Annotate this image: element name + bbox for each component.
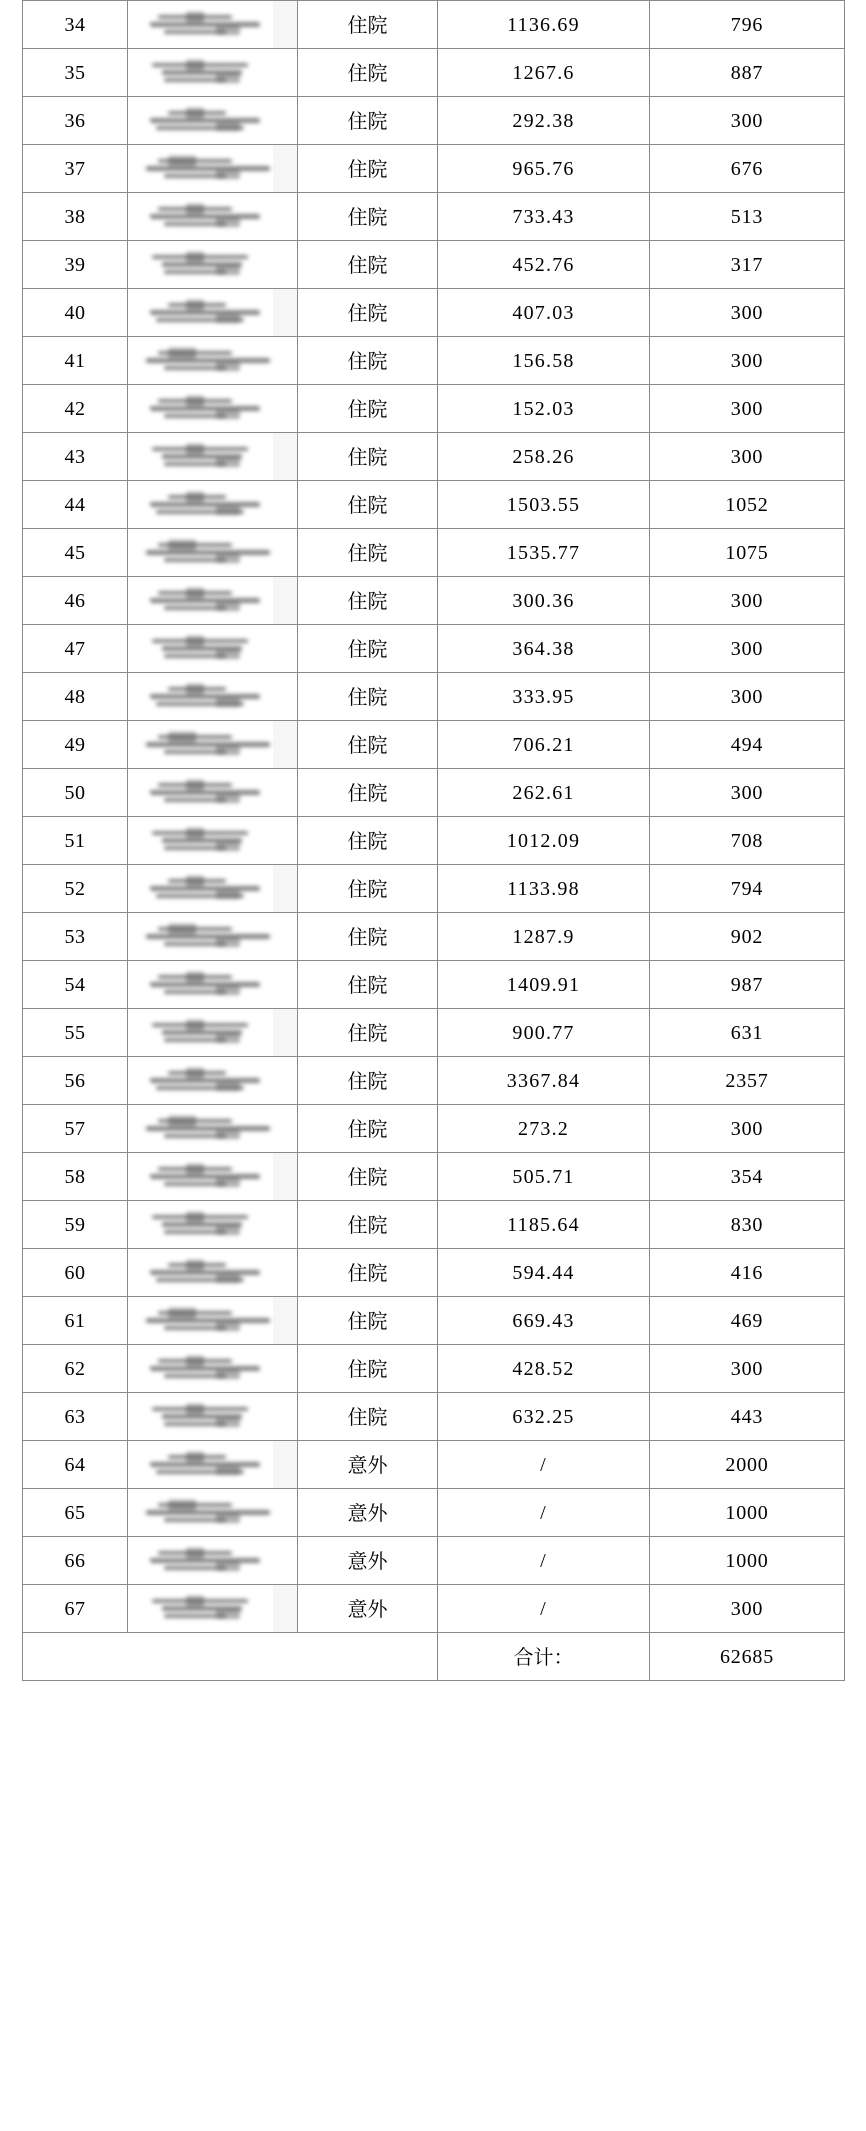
cell-points: 830 [650,1201,845,1249]
cell-name-redacted [128,433,298,481]
cell-amount: 152.03 [438,385,650,433]
cell-type: 住院 [298,529,438,577]
cell-points: 887 [650,49,845,97]
table-row [23,1105,845,1153]
cell-type: 意外 [298,1537,438,1585]
cell-name-redacted [128,1153,298,1201]
cell-amount: 706.21 [438,721,650,769]
cell-type: 住院 [298,1201,438,1249]
table-row [23,289,845,337]
table-row [23,625,845,673]
cell-index: 49 [23,721,128,769]
table-row [23,337,845,385]
scan-smudge [273,1297,298,1344]
cell-index: 40 [23,289,128,337]
cell-name-redacted [128,145,298,193]
cell-points: 443 [650,1393,845,1441]
cell-amount: / [438,1537,650,1585]
cell-type: 住院 [298,49,438,97]
cell-name-redacted [128,193,298,241]
cell-type: 意外 [298,1585,438,1633]
scan-smudge [273,1585,298,1632]
cell-name-redacted [128,1297,298,1345]
redaction-blur [128,97,297,144]
cell-type: 住院 [298,961,438,1009]
cell-amount: / [438,1489,650,1537]
cell-points: 354 [650,1153,845,1201]
redaction-blur [128,865,297,912]
scan-smudge [273,1009,298,1056]
cell-points: 2357 [650,1057,845,1105]
cell-name-redacted [128,529,298,577]
cell-name-redacted [128,97,298,145]
table-row [23,1153,845,1201]
cell-points: 300 [650,385,845,433]
redaction-blur [128,721,297,768]
cell-name-redacted [128,1393,298,1441]
table-row [23,529,845,577]
cell-index: 62 [23,1345,128,1393]
cell-points: 300 [650,433,845,481]
cell-name-redacted [128,961,298,1009]
redaction-blur [128,625,297,672]
cell-index: 44 [23,481,128,529]
cell-name-redacted [128,1537,298,1585]
table-row [23,433,845,481]
cell-type: 意外 [298,1489,438,1537]
cell-name-redacted [128,1345,298,1393]
cell-type: 住院 [298,1153,438,1201]
cell-points: 1000 [650,1537,845,1585]
redaction-blur [128,1585,297,1632]
cell-index: 45 [23,529,128,577]
cell-type: 住院 [298,1393,438,1441]
cell-type: 住院 [298,913,438,961]
claims-table [22,0,845,1681]
redaction-blur [128,1345,297,1392]
scan-smudge [273,289,298,336]
cell-amount: 1287.9 [438,913,650,961]
scan-smudge [273,1153,298,1200]
cell-amount: 505.71 [438,1153,650,1201]
cell-points: 317 [650,241,845,289]
cell-points: 300 [650,625,845,673]
redaction-blur [128,145,297,192]
cell-points: 631 [650,1009,845,1057]
cell-index: 37 [23,145,128,193]
cell-type: 住院 [298,721,438,769]
cell-amount: / [438,1585,650,1633]
table-row [23,961,845,1009]
cell-name-redacted [128,1489,298,1537]
scan-smudge [273,433,298,480]
cell-amount: 273.2 [438,1105,650,1153]
cell-type: 住院 [298,433,438,481]
cell-name-redacted [128,673,298,721]
cell-name-redacted [128,1249,298,1297]
table-total-row [23,1633,845,1681]
table-row [23,1345,845,1393]
cell-index: 36 [23,97,128,145]
redaction-blur [128,1057,297,1104]
redaction-blur [128,1201,297,1248]
cell-name-redacted [128,1,298,49]
cell-amount: 452.76 [438,241,650,289]
cell-name-redacted [128,1105,298,1153]
table-row [23,865,845,913]
cell-index: 67 [23,1585,128,1633]
cell-amount: 3367.84 [438,1057,650,1105]
cell-type: 住院 [298,769,438,817]
cell-type: 住院 [298,1249,438,1297]
cell-name-redacted [128,769,298,817]
cell-points: 300 [650,769,845,817]
table-row [23,1,845,49]
total-label: 合计： [438,1633,650,1681]
cell-index: 55 [23,1009,128,1057]
cell-amount: 333.95 [438,673,650,721]
cell-index: 56 [23,1057,128,1105]
cell-amount: 1535.77 [438,529,650,577]
cell-index: 61 [23,1297,128,1345]
cell-points: 416 [650,1249,845,1297]
cell-name-redacted [128,913,298,961]
redaction-blur [128,1297,297,1344]
redaction-blur [128,577,297,624]
cell-amount: 292.38 [438,97,650,145]
table-row [23,97,845,145]
table-row [23,1489,845,1537]
table-row [23,673,845,721]
cell-index: 38 [23,193,128,241]
table-row [23,913,845,961]
cell-type: 住院 [298,577,438,625]
cell-index: 51 [23,817,128,865]
redaction-blur [128,289,297,336]
table-row [23,241,845,289]
cell-index: 58 [23,1153,128,1201]
cell-index: 46 [23,577,128,625]
cell-name-redacted [128,1585,298,1633]
cell-type: 住院 [298,145,438,193]
cell-type: 住院 [298,193,438,241]
cell-name-redacted [128,385,298,433]
cell-name-redacted [128,1441,298,1489]
scan-smudge [273,865,298,912]
cell-amount: 258.26 [438,433,650,481]
cell-amount: 1185.64 [438,1201,650,1249]
cell-amount: 900.77 [438,1009,650,1057]
cell-amount: 669.43 [438,1297,650,1345]
table-row [23,1201,845,1249]
redaction-blur [128,913,297,960]
table-row [23,577,845,625]
cell-name-redacted [128,865,298,913]
table-row [23,1249,845,1297]
cell-type: 住院 [298,337,438,385]
scan-smudge [273,577,298,624]
cell-points: 676 [650,145,845,193]
cell-points: 300 [650,97,845,145]
cell-type: 住院 [298,385,438,433]
cell-type: 住院 [298,241,438,289]
cell-index: 57 [23,1105,128,1153]
redaction-blur [128,1,297,48]
cell-index: 53 [23,913,128,961]
cell-type: 住院 [298,673,438,721]
cell-index: 43 [23,433,128,481]
cell-amount: 1136.69 [438,1,650,49]
cell-points: 300 [650,1585,845,1633]
cell-type: 住院 [298,289,438,337]
scan-smudge [273,1,298,48]
cell-points: 902 [650,913,845,961]
table-row [23,1537,845,1585]
cell-type: 住院 [298,1,438,49]
cell-amount: 965.76 [438,145,650,193]
cell-amount: 262.61 [438,769,650,817]
table-row [23,193,845,241]
cell-name-redacted [128,1057,298,1105]
cell-index: 48 [23,673,128,721]
cell-amount: 428.52 [438,1345,650,1393]
cell-amount: 300.36 [438,577,650,625]
cell-points: 300 [650,289,845,337]
cell-amount: 156.58 [438,337,650,385]
cell-points: 469 [650,1297,845,1345]
total-value: 62685 [650,1633,845,1681]
cell-index: 39 [23,241,128,289]
cell-points: 300 [650,1345,845,1393]
redaction-blur [128,769,297,816]
redaction-blur [128,49,297,96]
redaction-blur [128,385,297,432]
cell-name-redacted [128,49,298,97]
cell-name-redacted [128,1201,298,1249]
cell-type: 住院 [298,1009,438,1057]
cell-type: 住院 [298,817,438,865]
cell-index: 47 [23,625,128,673]
table-row [23,1009,845,1057]
table-row [23,481,845,529]
cell-amount: 1267.6 [438,49,650,97]
table-row [23,1297,845,1345]
table-row [23,817,845,865]
redaction-blur [128,433,297,480]
cell-points: 300 [650,673,845,721]
cell-index: 35 [23,49,128,97]
cell-name-redacted [128,1009,298,1057]
redaction-blur [128,337,297,384]
cell-points: 300 [650,577,845,625]
cell-points: 796 [650,1,845,49]
cell-type: 意外 [298,1441,438,1489]
cell-type: 住院 [298,625,438,673]
cell-type: 住院 [298,97,438,145]
cell-points: 2000 [650,1441,845,1489]
redaction-blur [128,673,297,720]
table-row [23,721,845,769]
cell-amount: 1409.91 [438,961,650,1009]
scan-smudge [273,145,298,192]
cell-name-redacted [128,481,298,529]
cell-amount: 632.25 [438,1393,650,1441]
scan-smudge [273,1441,298,1488]
redaction-blur [128,1489,297,1536]
redaction-blur [128,1393,297,1440]
cell-name-redacted [128,337,298,385]
cell-index: 34 [23,1,128,49]
cell-amount: 407.03 [438,289,650,337]
cell-name-redacted [128,625,298,673]
cell-index: 63 [23,1393,128,1441]
cell-amount: 1503.55 [438,481,650,529]
table-row [23,1585,845,1633]
cell-type: 住院 [298,1105,438,1153]
cell-type: 住院 [298,1345,438,1393]
scan-smudge [273,721,298,768]
cell-points: 300 [650,1105,845,1153]
cell-type: 住院 [298,1297,438,1345]
redaction-blur [128,961,297,1008]
table-body [23,1,845,1681]
cell-amount: 1012.09 [438,817,650,865]
cell-index: 60 [23,1249,128,1297]
cell-points: 513 [650,193,845,241]
cell-amount: 594.44 [438,1249,650,1297]
table-row [23,1393,845,1441]
cell-name-redacted [128,577,298,625]
cell-index: 65 [23,1489,128,1537]
redaction-blur [128,193,297,240]
redaction-blur [128,529,297,576]
cell-index: 41 [23,337,128,385]
cell-points: 1052 [650,481,845,529]
redaction-blur [128,241,297,288]
table-row [23,1057,845,1105]
total-row-spacer [23,1633,438,1681]
cell-index: 42 [23,385,128,433]
cell-points: 794 [650,865,845,913]
cell-name-redacted [128,817,298,865]
cell-amount: 1133.98 [438,865,650,913]
cell-index: 59 [23,1201,128,1249]
redaction-blur [128,1537,297,1584]
cell-type: 住院 [298,481,438,529]
cell-amount: / [438,1441,650,1489]
redaction-blur [128,481,297,528]
cell-points: 708 [650,817,845,865]
cell-name-redacted [128,289,298,337]
cell-points: 987 [650,961,845,1009]
redaction-blur [128,817,297,864]
cell-points: 1000 [650,1489,845,1537]
cell-amount: 733.43 [438,193,650,241]
cell-amount: 364.38 [438,625,650,673]
table-row [23,145,845,193]
table-row [23,769,845,817]
cell-type: 住院 [298,1057,438,1105]
cell-type: 住院 [298,865,438,913]
cell-points: 300 [650,337,845,385]
cell-index: 52 [23,865,128,913]
redaction-blur [128,1249,297,1296]
cell-name-redacted [128,241,298,289]
redaction-blur [128,1441,297,1488]
cell-index: 50 [23,769,128,817]
table-row [23,385,845,433]
table-row [23,49,845,97]
cell-index: 66 [23,1537,128,1585]
table-row [23,1441,845,1489]
redaction-blur [128,1153,297,1200]
redaction-blur [128,1105,297,1152]
redaction-blur [128,1009,297,1056]
cell-name-redacted [128,721,298,769]
cell-points: 494 [650,721,845,769]
cell-index: 54 [23,961,128,1009]
cell-index: 64 [23,1441,128,1489]
cell-points: 1075 [650,529,845,577]
